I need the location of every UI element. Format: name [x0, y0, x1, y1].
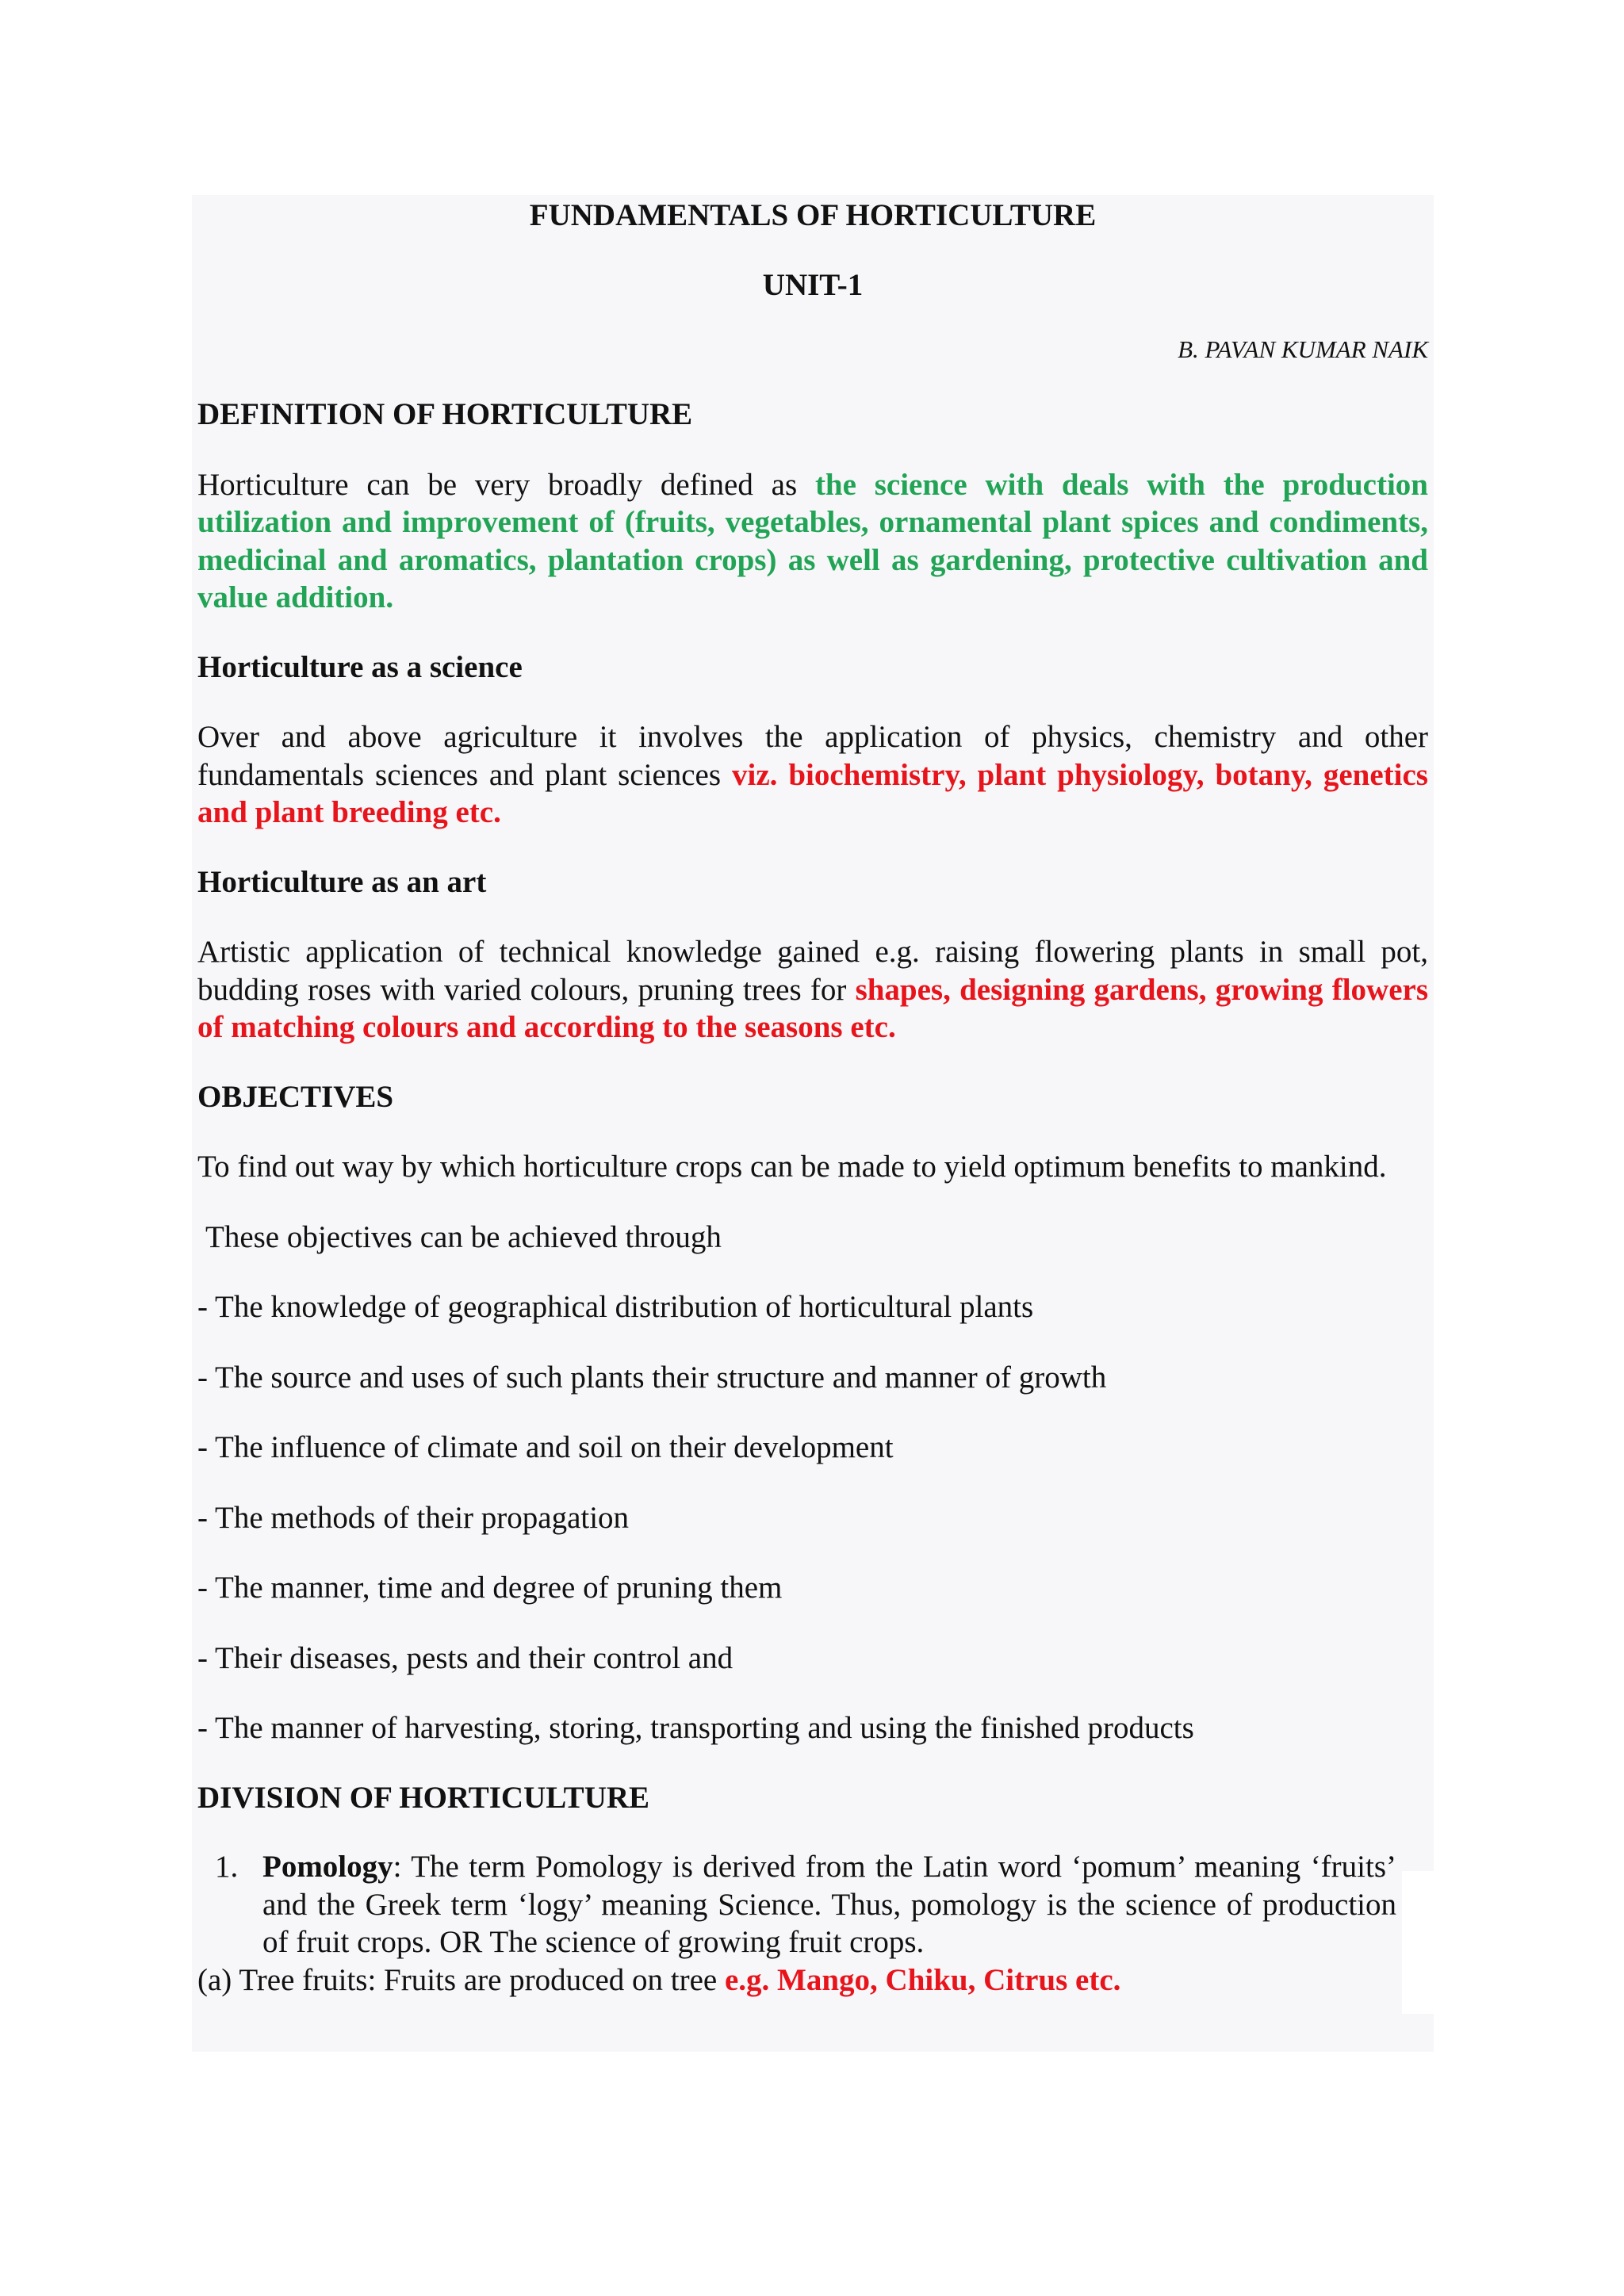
objective-item: - The influence of climate and soil on their development — [197, 1430, 894, 1464]
author-name: B. PAVAN KUMAR NAIK — [1178, 335, 1428, 363]
objective-item: - The manner, time and degree of pruning them — [197, 1571, 783, 1605]
definition-highlight: the science with deals with the production utilization and improvement of (fruits, vegetables, ornamental plant spices and condiments, medicinal and aromatics, plantation crops) as well as gardening, protective cultivation and value addition. — [197, 467, 1428, 614]
tree-fruits-text: (a) Tree fruits: Fruits are produced on tree — [197, 1962, 725, 1997]
tree-fruits-line — [197, 1961, 1428, 1999]
science-paragraph — [197, 718, 1428, 832]
definition-paragraph — [197, 466, 1428, 617]
objective-item: - The methods of their propagation — [197, 1500, 630, 1535]
objective-item: - The manner of harvesting, storing, transporting and using the finished products — [197, 1711, 1194, 1745]
document-title: FUNDAMENTALS OF HORTICULTURE — [529, 198, 1097, 232]
list-number: 1. — [215, 1850, 239, 1884]
list-item-pomology — [197, 1848, 1396, 1961]
art-highlight: shapes, designing gardens, growing flowers of matching colours and according to the seasons etc. — [197, 972, 1428, 1044]
division-list — [197, 1848, 1396, 1961]
text-highlight-background — [192, 2014, 1434, 2052]
definition-heading: DEFINITION OF HORTICULTURE — [197, 397, 693, 431]
objective-item: - Their diseases, pests and their control and — [197, 1640, 733, 1675]
science-highlight: viz. biochemistry, plant physiology, botany, genetics and plant breeding etc. — [197, 757, 1428, 829]
art-heading: Horticulture as an art — [197, 864, 487, 899]
science-text: Over and above agriculture it involves the application of physics, chemistry and other fundamentals sciences and plant sciences — [197, 720, 1428, 792]
definition-text: Horticulture can be very broadly defined as — [197, 467, 815, 502]
objective-item: - The source and uses of such plants their structure and manner of growth — [197, 1360, 1107, 1395]
document-content — [197, 195, 1428, 1999]
art-text: Artistic application of technical knowledge gained e.g. raising flowering plants in small pot, budding roses with varied colours, pruning trees for — [197, 935, 1428, 1007]
objectives-intro: To find out way by which horticulture crops can be made to yield optimum benefits to mankind. — [197, 1150, 1387, 1184]
objective-item: - The knowledge of geographical distribution of horticultural plants — [197, 1290, 1034, 1324]
unit-label: UNIT-1 — [762, 267, 864, 302]
objectives-heading: OBJECTIVES — [197, 1079, 394, 1114]
art-paragraph — [197, 933, 1428, 1047]
science-heading: Horticulture as a science — [197, 649, 523, 684]
pomology-text: : The term Pomology is derived from the Latin word ‘pomum’ meaning ‘fruits’ and the Greek term ‘logy’ meaning Science. Thus, pomology is the science of production of fruit crops. OR The science of growing fruit crops. — [262, 1850, 1396, 1959]
tree-fruits-highlight: e.g. Mango, Chiku, Citrus etc. — [724, 1962, 1121, 1997]
objectives-lead: These objectives can be achieved through — [205, 1219, 722, 1254]
division-heading: DIVISION OF HORTICULTURE — [197, 1780, 650, 1815]
pomology-term: Pomology — [262, 1850, 393, 1884]
